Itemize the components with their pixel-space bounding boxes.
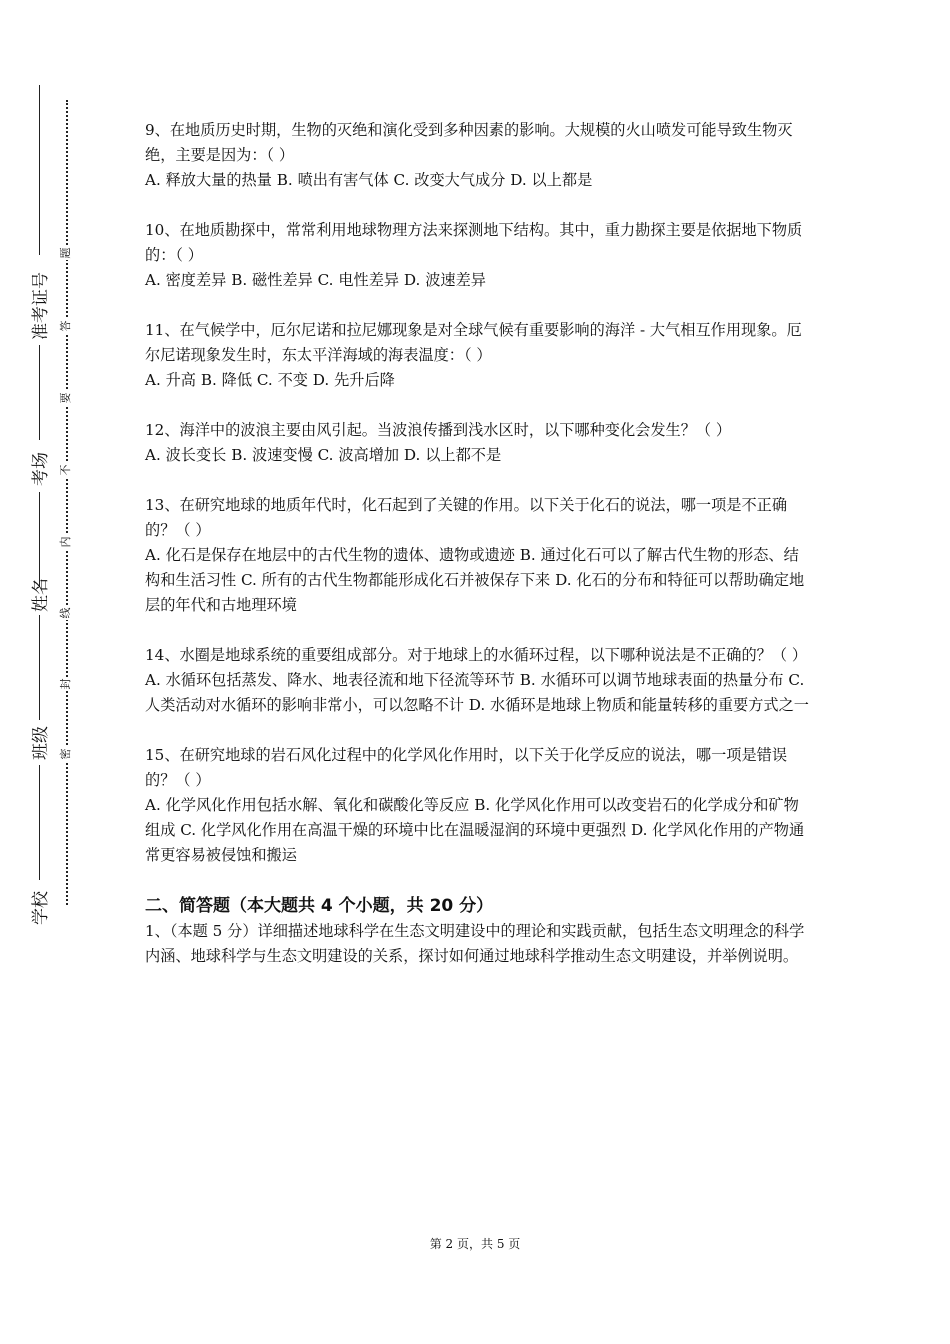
question-stem: 10、在地质勘探中，常常利用地球物理方法来探测地下结构。其中，重力勘探主要是依据地下物质的：（ ） — [145, 221, 803, 264]
field-line-class — [39, 615, 40, 720]
field-label-school: 学校 — [31, 891, 51, 925]
field-line-name — [39, 492, 40, 587]
question-14 — [145, 643, 810, 718]
question-stem: 9、在地质历史时期，生物的灭绝和演化受到多种因素的影响。大规模的火山喷发可能导致生物灭绝，主要是因为：（ ） — [145, 121, 793, 164]
seal-char: 题 — [59, 246, 75, 260]
field-label-exam-id: 准考证号 — [31, 272, 51, 340]
question-12 — [145, 418, 810, 468]
question-15 — [145, 743, 810, 868]
short-answer-question-1: 1、（本题 5 分）详细描述地球科学在生态文明建设中的理论和实践贡献，包括生态文明理念的科学内涵、地球科学与生态文明建设的关系，探讨如何通过地球科学推动生态文明建设，并举例说明。 — [145, 922, 805, 965]
page-footer: 第 2 页，共 5 页 — [429, 1237, 521, 1251]
field-line-exam-id — [39, 85, 40, 255]
question-options: A. 波长变长 B. 波速变慢 C. 波高增加 D. 以上都不是 — [145, 446, 502, 464]
question-stem: 12、海洋中的波浪主要由风引起。当波浪传播到浅水区时，以下哪种变化会发生？（ ） — [145, 421, 732, 439]
question-options: A. 密度差异 B. 磁性差异 C. 电性差异 D. 波速差异 — [145, 271, 486, 289]
field-line-school — [39, 765, 40, 880]
seal-char: 答 — [59, 319, 75, 333]
seal-char: 密 — [59, 747, 75, 761]
question-10 — [145, 218, 810, 293]
field-label-name: 姓名 — [31, 578, 51, 612]
question-stem: 14、水圈是地球系统的重要组成部分。对于地球上的水循环过程，以下哪种说法是不正确的？（ ） — [145, 646, 808, 664]
question-options: A. 化学风化作用包括水解、氧化和碳酸化等反应 B. 化学风化作用可以改变岩石的化学成分和矿物组成 C. 化学风化作用在高温干燥的环境中比在温暖湿润的环境中更强烈 D. 化学风化作用的产物通常更容易被侵蚀和搬运 — [145, 796, 805, 864]
seal-char: 要 — [59, 391, 75, 405]
field-line-room — [39, 345, 40, 440]
question-11 — [145, 318, 810, 393]
question-options: A. 水循环包括蒸发、降水、地表径流和地下径流等环节 B. 水循环可以调节地球表面的热量分布 C. 人类活动对水循环的影响非常小，可以忽略不计 D. 水循环是地球上物质和能量转移的重要方式之一 — [145, 671, 809, 714]
section-title: 二、简答题（本大题共 4 个小题，共 20 分） — [145, 896, 494, 916]
seal-char: 内 — [59, 535, 75, 549]
seal-char: 封 — [59, 677, 75, 691]
seal-char: 不 — [59, 463, 75, 477]
question-9 — [145, 118, 810, 193]
field-label-room: 考场 — [31, 452, 51, 486]
question-options: A. 升高 B. 降低 C. 不变 D. 先升后降 — [145, 371, 395, 389]
question-content — [145, 118, 810, 969]
question-options: A. 释放大量的热量 B. 喷出有害气体 C. 改变大气成分 D. 以上都是 — [145, 171, 593, 189]
binding-margin — [0, 0, 90, 1344]
question-stem: 13、在研究地球的地质年代时，化石起到了关键的作用。以下关于化石的说法，哪一项是不正确的？（ ） — [145, 496, 788, 539]
question-stem: 11、在气候学中，厄尔尼诺和拉尼娜现象是对全球气候有重要影响的海洋 - 大气相互作用现象。厄尔尼诺现象发生时，东太平洋海域的海表温度：（ ） — [145, 321, 802, 364]
field-label-class: 班级 — [31, 726, 51, 760]
seal-dotted-line — [66, 100, 68, 905]
question-stem: 15、在研究地球的岩石风化过程中的化学风化作用时，以下关于化学反应的说法，哪一项是错误的？（ ） — [145, 746, 788, 789]
question-options: A. 化石是保存在地层中的古代生物的遗体、遗物或遗迹 B. 通过化石可以了解古代生物的形态、结构和生活习性 C. 所有的古代生物都能形成化石并被保存下来 D. 化石的分布和特征可以帮助确定地层的年代和古地理环境 — [145, 546, 805, 614]
question-13 — [145, 493, 810, 618]
seal-char: 线 — [59, 606, 75, 620]
